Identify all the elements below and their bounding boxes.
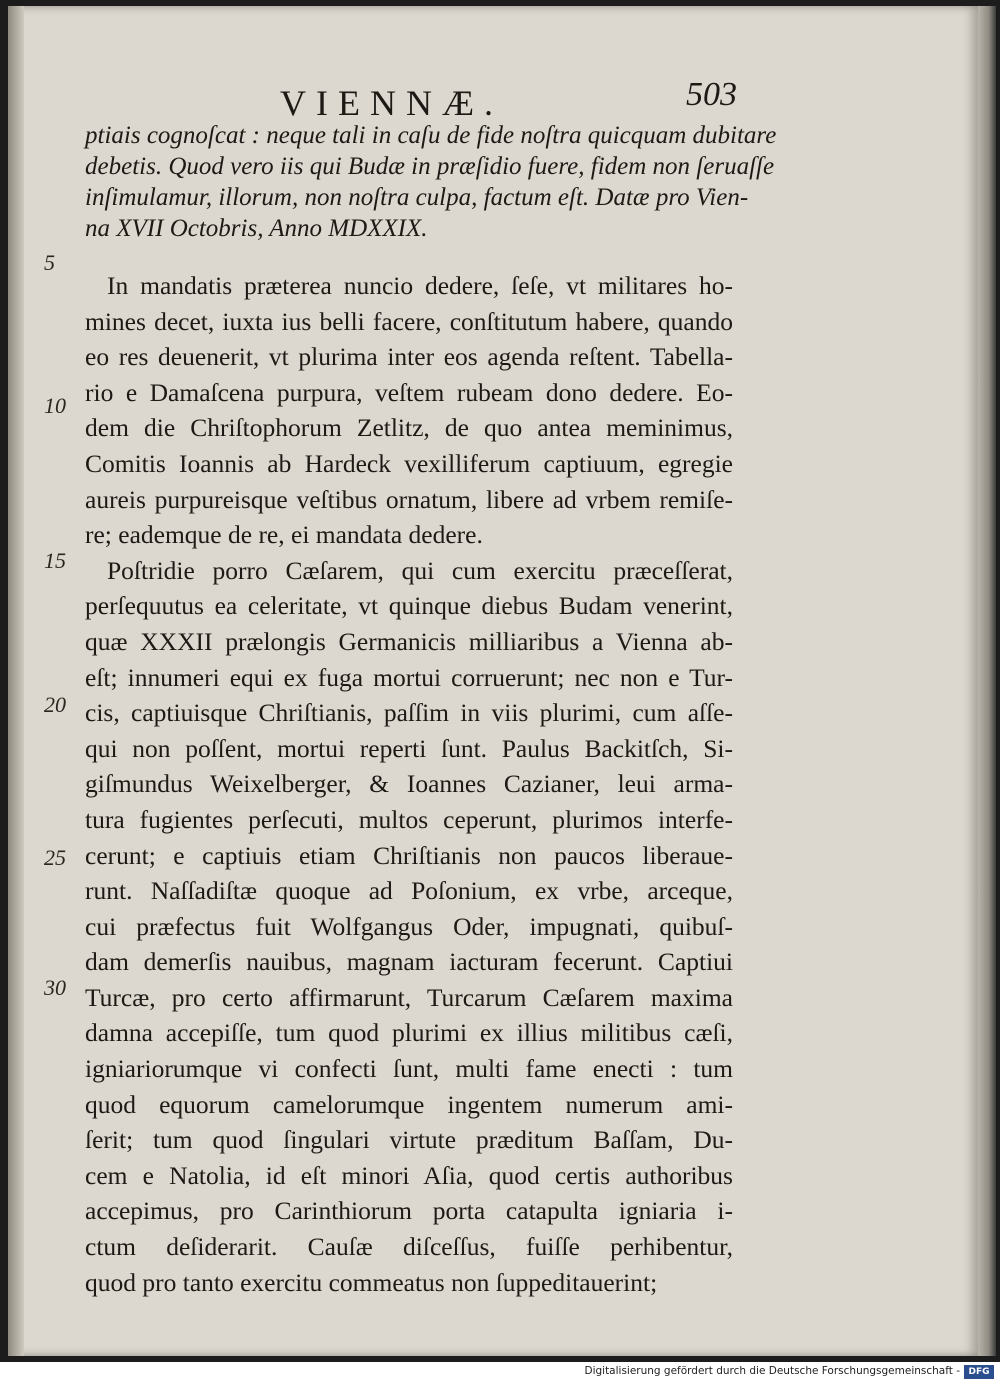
line-number: 25	[44, 845, 66, 870]
text-line: In mandatis præterea nuncio dedere, ſeſe, vt militares ho-	[107, 271, 733, 300]
text-line: perſequutus ea celeritate, vt quinque diebus Budam venerint,	[85, 591, 733, 621]
digitization-footer	[0, 1362, 1000, 1383]
text-line: Poſtridie porro Cæſarem, qui cum exercitu præceſſerat,	[107, 555, 733, 585]
text-line: ſerit; tum quod ſingulari virtute præditum Baſſam, Du-	[85, 1125, 733, 1155]
text-line: na XVII Octobris, Anno MDXXIX.	[85, 215, 428, 242]
page-gutter	[8, 6, 24, 1356]
text-line: quod pro tanto exercitu commeatus non ſuppeditauerint;	[85, 1267, 658, 1297]
text-line: giſmundus Weixelberger, & Ioannes Cazianer, leui arma-	[85, 769, 733, 799]
text-line: debetis. Quod vero iis qui Budæ in præſidio fuere, fidem non ſeruaſſe	[85, 153, 775, 180]
text-line: inſimulamur, illorum, non noſtra culpa, factum eſt. Datæ pro Vien-	[85, 184, 749, 211]
text-line: re; eademque de re, ei mandata dedere.	[85, 520, 483, 550]
text-line: ptiais cognoſcat : neque tali in caſu de fide noſtra quicquam dubitare	[85, 122, 777, 149]
text-line: igniariorumque vi confecti ſunt, multi fame enecti : tum	[85, 1054, 733, 1084]
text-line: cem e Natolia, id eſt minori Aſia, quod certis authoribus	[85, 1160, 733, 1190]
text-line: cui præfectus fuit Wolfgangus Oder, impugnati, quibuſ-	[85, 911, 733, 941]
text-line: qui non poſſent, mortui reperti ſunt. Paulus Backitſch, Si-	[85, 733, 733, 763]
text-line: rio e Damaſcena purpura, veſtem rubeam dono dedere. Eo-	[85, 377, 733, 407]
page-edge	[978, 6, 996, 1356]
text-line: Turcæ, pro certo affirmarunt, Turcarum Cæſarem maxima	[85, 982, 733, 1012]
text-line: ctum deſiderarit. Cauſæ diſceſſus, fuiſſe perhibentur,	[85, 1232, 733, 1262]
text-line: eſt; innumeri equi ex fuga mortui corruerunt; nec non e Tur-	[85, 662, 733, 692]
text-line: tura fugientes perſecuti, multos ceperunt, plurimos interfe-	[85, 804, 733, 834]
footer-credit: Digitalisierung gefördert durch die Deutsche Forschungsgemeinschaft -	[584, 1365, 960, 1377]
text-line: aureis purpureisque veſtibus ornatum, libere ad vrbem remiſe-	[85, 484, 733, 514]
text-line: quod equorum camelorumque ingentem numerum ami-	[85, 1089, 733, 1119]
italic-letter-text	[85, 120, 777, 244]
text-line: accepimus, pro Carinthiorum porta catapulta igniaria i-	[85, 1196, 733, 1226]
text-line: Comitis Ioannis ab Hardeck vexilliferum captiuum, egregie	[85, 448, 733, 478]
line-number: 15	[44, 548, 66, 573]
text-line: cerunt; e captiuis etiam Chriſtianis non paucos liberaue-	[85, 840, 733, 870]
line-number: 30	[44, 975, 66, 1000]
text-line: dam demerſis nauibus, magnam iacturam fecerunt. Captiui	[85, 947, 733, 977]
text-line: cis, captiuisque Chriſtianis, paſſim in viis plurimi, cum aſſe-	[85, 698, 733, 728]
text-line: quæ XXXII prælongis Germanicis milliaribus a Vienna ab-	[85, 626, 733, 656]
text-line: eo res deuenerit, vt plurima inter eos agenda reſtent. Tabella-	[85, 342, 733, 372]
page-number: 503	[686, 76, 737, 113]
dfg-logo[interactable]: DFG	[964, 1365, 994, 1379]
body-text	[85, 268, 733, 1300]
line-number: 10	[44, 393, 66, 418]
text-line: dem die Chriſtophorum Zetlitz, de quo antea meminimus,	[85, 413, 733, 443]
text-line: damna accepiſſe, tum quod plurimi ex illius militibus cæſi,	[85, 1018, 733, 1048]
line-number: 20	[44, 692, 66, 717]
text-line: runt. Naſſadiſtæ quoque ad Poſonium, ex vrbe, arceque,	[85, 876, 733, 906]
line-number: 5	[44, 250, 55, 275]
text-line: mines decet, iuxta ius belli facere, conſtitutum habere, quando	[85, 306, 733, 336]
running-title: VIENNÆ.	[280, 83, 503, 123]
